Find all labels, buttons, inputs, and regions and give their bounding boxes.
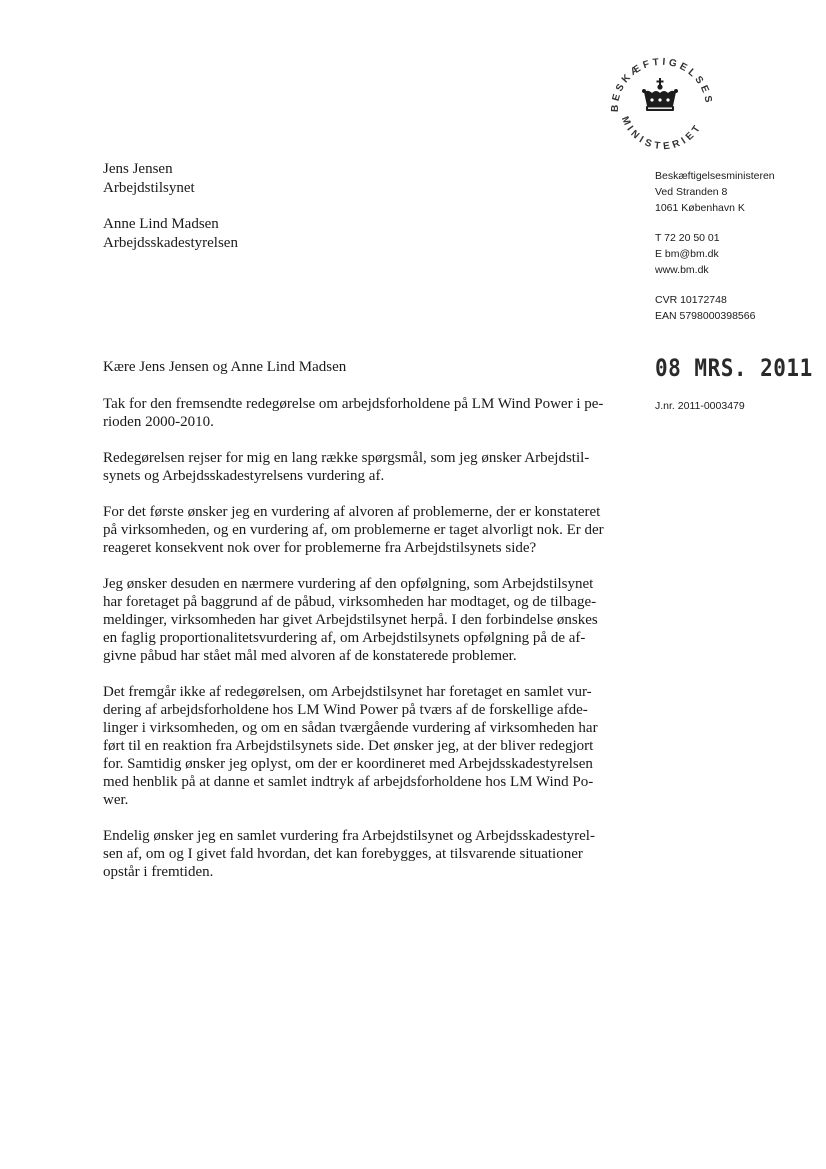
sender-web: www.bm.dk [655, 264, 709, 276]
svg-text:MINISTERIET: MINISTERIET [618, 114, 705, 153]
sender-phone: T 72 20 50 01 [655, 232, 720, 244]
paragraph-5 [103, 683, 623, 809]
paragraph-line: Jeg ønsker desuden en nærmere vurdering af den opfølgning, som Arbejdstilsynet [103, 576, 594, 592]
paragraph-line: linger i virksomheden, og om en sådan tværgående vurdering af virksomheden har [103, 720, 598, 736]
paragraph-line: for. Samtidig ønsker jeg oplyst, om der er koordineret med Arbejdsskadestyrelsen [103, 756, 593, 772]
paragraph-1 [103, 395, 623, 431]
date-stamp: 08 MRS. 2011 [655, 354, 813, 382]
sender-contacts [655, 230, 775, 278]
paragraph-line: givne påbud har stået mål med alvoren af de konstaterede problemer. [103, 648, 517, 664]
paragraph-line: synets og Arbejdsskadestyrelsens vurdering af. [103, 468, 385, 484]
paragraph-line: med henblik på at danne et samlet indtryk af arbejdsforholdene hos LM Wind Po- [103, 774, 594, 790]
recipient-name: Anne Lind Madsen [103, 216, 219, 232]
paragraph-line: wer. [103, 792, 129, 808]
recipient-1 [103, 160, 238, 198]
svg-text:BESKÆFTIGELSES: BESKÆFTIGELSES [609, 56, 715, 113]
paragraph-4 [103, 575, 623, 665]
paragraph-line: ført til en reaktion fra Arbejdstilsynets side. Det ønsker jeg, at der bliver redegjort [103, 738, 594, 754]
sender-name: Beskæftigelsesministeren [655, 170, 775, 182]
sender-registration [655, 292, 775, 324]
journal-number: J.nr. 2011-0003479 [655, 400, 745, 412]
paragraph-line: Endelig ønsker jeg en samlet vurdering fra Arbejdstilsynet og Arbejdsskadestyrel- [103, 828, 595, 844]
recipient-block [103, 160, 238, 270]
paragraph-line: reageret konsekvent nok over for problemerne fra Arbejdstilsynets side? [103, 540, 537, 556]
paragraph-3 [103, 503, 623, 557]
sender-cvr: CVR 10172748 [655, 294, 727, 306]
paragraph-line: Det fremgår ikke af redegørelsen, om Arbejdstilsynet har foretaget en samlet vur- [103, 684, 592, 700]
paragraph-line: på virksomheden, og en vurdering af, om problemerne er taget alvorligt nok. Er der [103, 522, 604, 538]
paragraph-line: sen af, om og I givet fald hvordan, det kan forebygges, at tilsvarende situationer [103, 846, 583, 862]
paragraph-line: For det første ønsker jeg en vurdering af alvoren af problemerne, der er konstateret [103, 504, 601, 520]
paragraph-line: en faglig proportionalitetsvurdering af, om Arbejdstilsynets opfølgning på de af- [103, 630, 586, 646]
recipient-organization: Arbejdsskadestyrelsen [103, 235, 238, 251]
sender-email: E bm@bm.dk [655, 248, 719, 260]
crown-seal-icon [600, 40, 720, 160]
recipient-organization: Arbejdstilsynet [103, 180, 195, 196]
paragraph-6 [103, 827, 623, 881]
paragraph-line: dering af arbejdsforholdene hos LM Wind Power på tværs af de forskellige afde- [103, 702, 588, 718]
letter-body [103, 395, 623, 899]
paragraph-line: Redegørelsen rejser for mig en lang række spørgsmål, som jeg ønsker Arbejdstil- [103, 450, 590, 466]
sender-city: 1061 København K [655, 202, 745, 214]
salutation: Kære Jens Jensen og Anne Lind Madsen [103, 359, 347, 375]
sender-ean: EAN 5798000398566 [655, 310, 756, 322]
recipient-2 [103, 215, 238, 253]
paragraph-line: Tak for den fremsendte redegørelse om arbejdsforholdene på LM Wind Power i pe- [103, 396, 604, 412]
ministry-seal-logo [600, 40, 720, 160]
paragraph-line: rioden 2000-2010. [103, 414, 214, 430]
sender-contact-info [655, 168, 775, 338]
sender-address [655, 168, 775, 216]
recipient-name: Jens Jensen [103, 161, 173, 177]
paragraph-2 [103, 449, 623, 485]
paragraph-line: har foretaget på baggrund af de påbud, virksomheden har modtaget, og de tilbage- [103, 594, 597, 610]
sender-street: Ved Stranden 8 [655, 186, 728, 198]
paragraph-line: meldinger, virksomheden har givet Arbejdstilsynet herpå. I den forbindelse ønskes [103, 612, 598, 628]
paragraph-line: opstår i fremtiden. [103, 864, 214, 880]
